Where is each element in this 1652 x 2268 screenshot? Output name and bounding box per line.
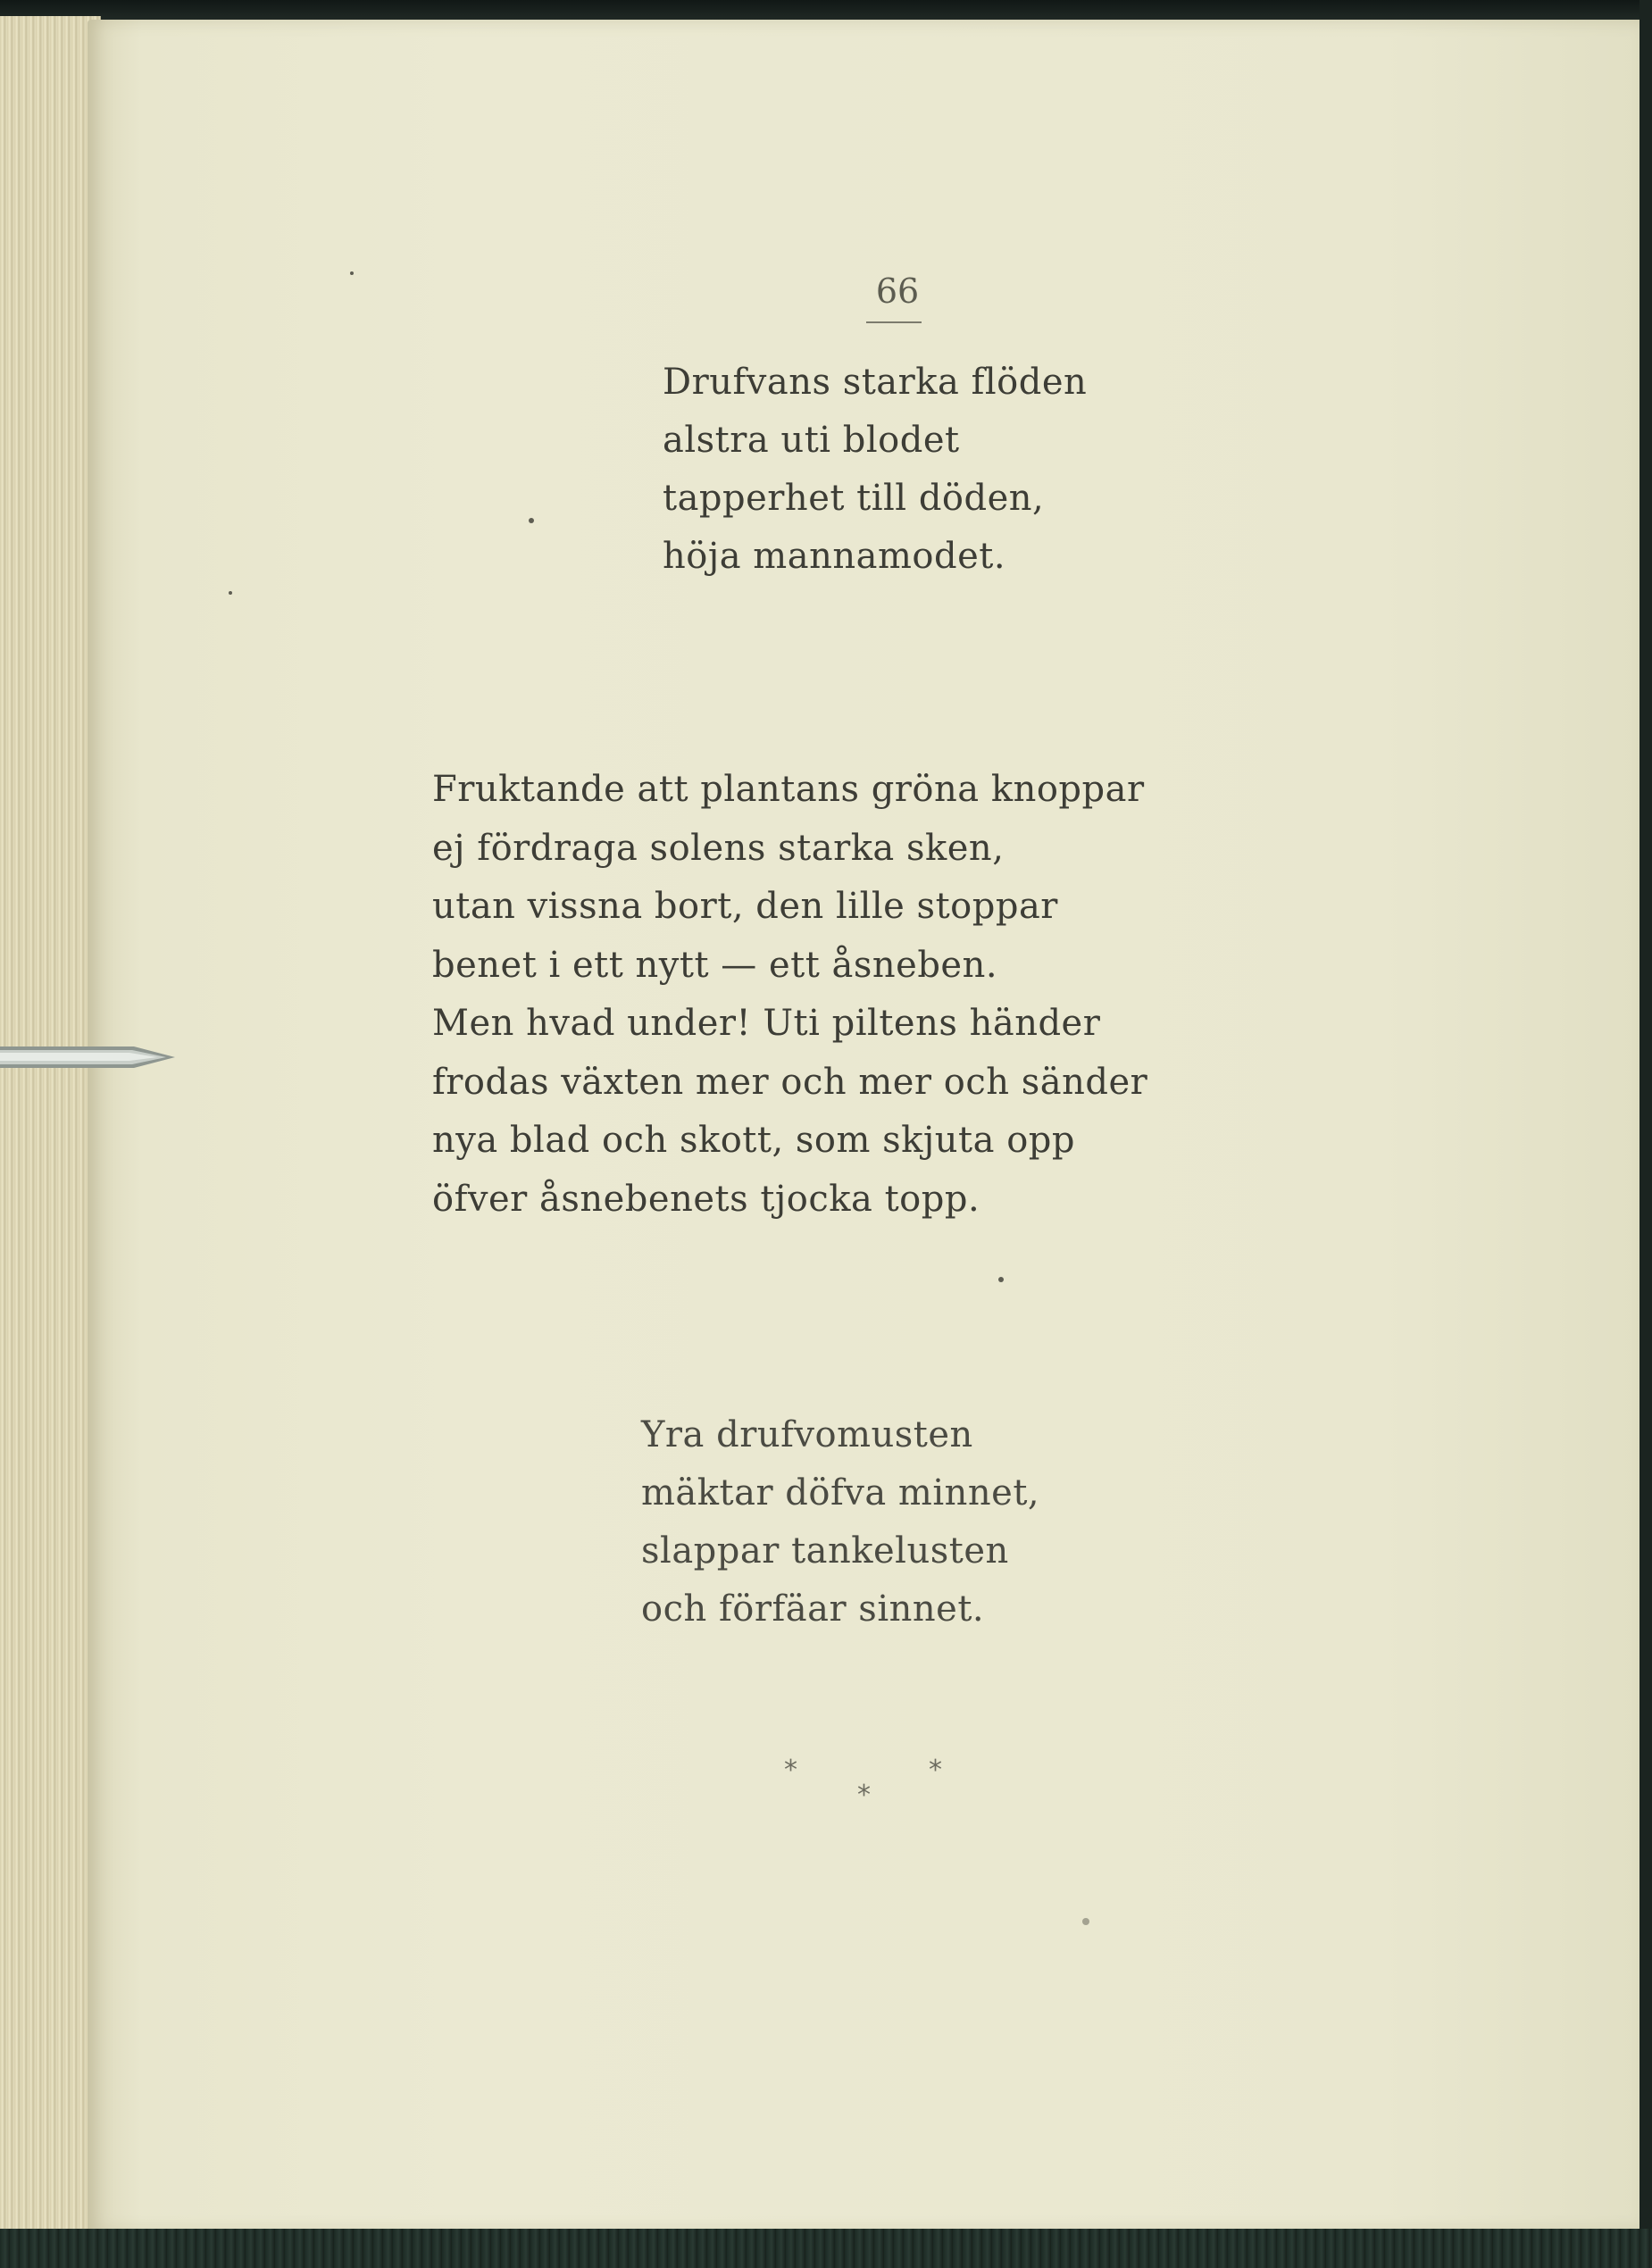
- stanza-2-line-3: utan vissna bort, den lille stoppar: [432, 886, 1058, 927]
- stanza-3-line-4: och förfäar sinnet.: [641, 1588, 985, 1630]
- bookmark-clip-icon: [0, 1041, 179, 1077]
- stanza-2-line-7: nya blad och skott, som skjuta opp: [432, 1120, 1075, 1161]
- book-cover-bottom-edge: [0, 2229, 1652, 2268]
- ink-speck: [229, 591, 232, 595]
- stanza-3-line-3: slappar tankelusten: [641, 1530, 1009, 1572]
- stanza-2-line-6: frodas växten mer och mer och sänder: [432, 1061, 1148, 1103]
- stanza-2: [432, 761, 1147, 1229]
- stanza-2-line-2: ej fördraga solens starka sken,: [432, 827, 1005, 869]
- ink-speck: [529, 518, 534, 523]
- stanza-2-line-8: öfver åsnebenets tjocka topp.: [432, 1178, 980, 1220]
- stanza-1-line-1: Drufvans starka flöden: [663, 362, 1088, 403]
- stanza-2-line-1: Fruktande att plantans gröna knoppar: [432, 769, 1145, 810]
- stanza-3-line-1: Yra drufvomusten: [641, 1414, 973, 1455]
- page-number-rule: [866, 321, 922, 323]
- asterism-star-1: *: [784, 1755, 797, 1786]
- stanza-1-line-2: alstra uti blodet: [663, 420, 960, 461]
- stanza-2-line-5: Men hvad under! Uti piltens händer: [432, 1003, 1101, 1044]
- page-stack-edge: [0, 16, 101, 2239]
- ink-speck: [1082, 1918, 1089, 1925]
- ink-speck: [350, 271, 354, 275]
- stanza-1: [663, 354, 1087, 586]
- ink-speck: [998, 1277, 1004, 1282]
- stanza-3-line-2: mäktar döfva minnet,: [641, 1472, 1040, 1513]
- page-number: 66: [875, 271, 920, 311]
- stanza-1-line-4: höja mannamodet.: [663, 536, 1006, 577]
- stanza-1-line-3: tapperhet till döden,: [663, 478, 1045, 519]
- asterism-star-2: *: [929, 1755, 942, 1786]
- book-cover-right-edge: [1639, 0, 1652, 2268]
- asterism-star-3: *: [857, 1780, 871, 1811]
- stanza-3: [641, 1406, 1039, 1638]
- stanza-2-line-4: benet i ett nytt — ett åsneben.: [432, 944, 998, 986]
